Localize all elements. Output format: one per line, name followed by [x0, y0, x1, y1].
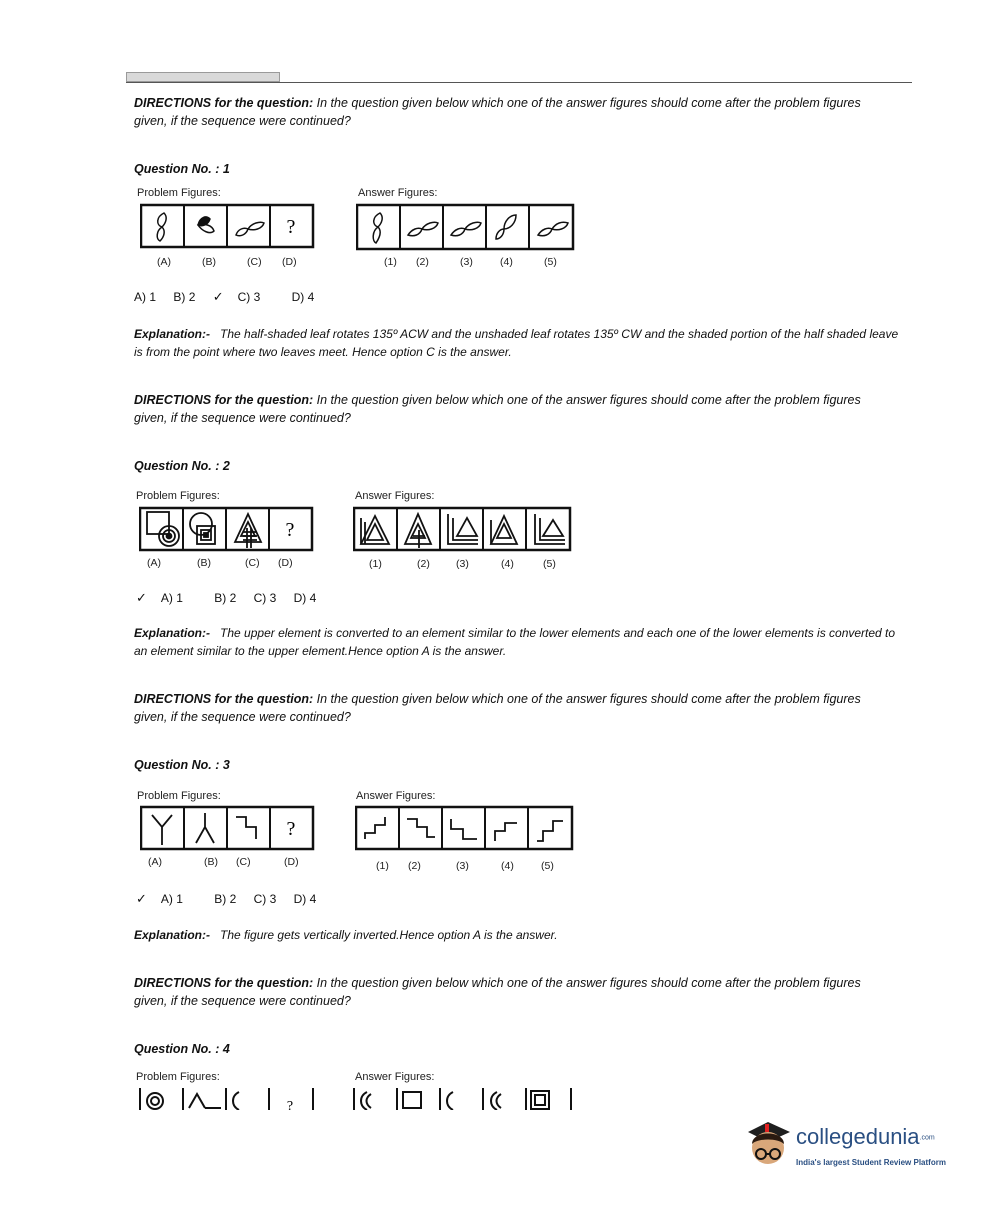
problem-letters-q3	[140, 856, 320, 870]
question-title: Question No. : 4	[134, 1042, 230, 1056]
answer-numbers-q3	[355, 860, 575, 874]
directions-1	[134, 94, 894, 130]
explanation-q3	[134, 926, 909, 944]
number-3: (3)	[460, 256, 473, 268]
directions-lead: DIRECTIONS for the question:	[134, 96, 314, 110]
number-5: (5)	[543, 558, 556, 570]
explanation-lead: Explanation:-	[134, 327, 211, 341]
letter-a: (A)	[147, 557, 161, 569]
number-1: (1)	[369, 558, 382, 570]
logo-wordmark	[796, 1124, 935, 1150]
options-q2	[136, 590, 330, 606]
directions-2	[134, 391, 894, 427]
directions-text: In the question given below which one of the answer figures should come after the problem figures given, if the sequence were continued?	[134, 393, 861, 425]
question-title: Question No. : 1	[134, 162, 230, 176]
header-bar	[126, 72, 280, 82]
option-a: A) 1	[160, 591, 183, 605]
explanation-text: The upper element is converted to an element similar to the lower elements and each one of the lower elements is converted to an element similar to the upper element.Hence option A is the answer.	[134, 626, 896, 658]
problem-figures-label: Problem Figures:	[137, 790, 221, 802]
number-4: (4)	[501, 860, 514, 872]
letter-c: (C)	[247, 256, 262, 268]
letter-a: (A)	[157, 256, 171, 268]
explanation-lead: Explanation:-	[134, 626, 211, 640]
problem-figures-q4	[139, 1086, 319, 1110]
answer-figures-label: Answer Figures:	[356, 790, 436, 802]
number-3: (3)	[456, 558, 469, 570]
problem-figures-q2	[139, 506, 315, 552]
directions-3	[134, 690, 894, 726]
letter-b: (B)	[202, 256, 216, 268]
answer-figures-label: Answer Figures:	[355, 490, 435, 502]
option-b: B) 2	[214, 892, 237, 906]
letter-b: (B)	[204, 856, 218, 868]
answer-figures-q3	[355, 805, 575, 851]
letter-d: (D)	[282, 256, 297, 268]
directions-lead: DIRECTIONS for the question:	[134, 393, 314, 407]
option-a: A) 1	[160, 892, 183, 906]
option-b: B) 2	[173, 290, 196, 304]
answer-figures-q2	[353, 506, 573, 552]
number-4: (4)	[500, 256, 513, 268]
answer-figures-label: Answer Figures:	[355, 1071, 435, 1083]
directions-text: In the question given below which one of the answer figures should come after the problem figures given, if the sequence were continued?	[134, 976, 861, 1008]
directions-text: In the question given below which one of the answer figures should come after the problem figures given, if the sequence were continued?	[134, 96, 861, 128]
answer-numbers-q2	[353, 558, 573, 572]
options-q3	[136, 891, 330, 907]
collegedunia-logo	[738, 1110, 963, 1180]
explanation-q2	[134, 624, 909, 660]
number-4: (4)	[501, 558, 514, 570]
number-1: (1)	[384, 256, 397, 268]
number-2: (2)	[417, 558, 430, 570]
letter-d: (D)	[284, 856, 299, 868]
directions-4	[134, 974, 894, 1010]
answer-numbers-q1	[356, 256, 576, 270]
letter-d: (D)	[278, 557, 293, 569]
options-q1	[134, 289, 328, 305]
problem-figures-label: Problem Figures:	[136, 490, 220, 502]
number-5: (5)	[544, 256, 557, 268]
explanation-text: The half-shaded leaf rotates 135º ACW and the unshaded leaf rotates 135º CW and the shaded portion of the half shaded leave is from the point where two leaves meet. Hence option C is the answer.	[134, 327, 899, 359]
question-mark: ?	[286, 1099, 294, 1110]
explanation-lead: Explanation:-	[134, 928, 211, 942]
question-mark: ?	[285, 519, 295, 541]
option-c: C) 3	[253, 892, 277, 906]
explanation-text: The figure gets vertically inverted.Hence option A is the answer.	[220, 928, 558, 942]
check-mark-icon: ✓	[136, 891, 147, 906]
check-mark-icon: ✓	[136, 590, 147, 605]
number-5: (5)	[541, 860, 554, 872]
option-c: C) 3	[237, 290, 261, 304]
explanation-q1	[134, 325, 909, 361]
directions-text: In the question given below which one of the answer figures should come after the problem figures given, if the sequence were continued?	[134, 692, 861, 724]
problem-figures-q3	[140, 805, 316, 851]
directions-lead: DIRECTIONS for the question:	[134, 692, 314, 706]
answer-figures-q1	[356, 203, 576, 251]
problem-letters-q2	[139, 557, 319, 571]
option-d: D) 4	[291, 290, 315, 304]
number-2: (2)	[416, 256, 429, 268]
answer-figures-q4	[353, 1086, 575, 1110]
check-mark-icon: ✓	[212, 289, 224, 304]
letter-b: (B)	[197, 557, 211, 569]
number-3: (3)	[456, 860, 469, 872]
directions-lead: DIRECTIONS for the question:	[134, 976, 314, 990]
problem-letters-q1	[140, 256, 320, 270]
header-rule	[126, 82, 912, 83]
logo-tagline: India's largest Student Review Platform	[796, 1158, 946, 1167]
problem-figures-label: Problem Figures:	[137, 187, 221, 199]
logo-name: collegedunia	[796, 1124, 920, 1149]
letter-c: (C)	[245, 557, 260, 569]
letter-a: (A)	[148, 856, 162, 868]
question-mark: ?	[286, 818, 296, 840]
mascot-icon	[738, 1110, 798, 1180]
logo-suffix: .com	[919, 1134, 935, 1142]
letter-c: (C)	[236, 856, 251, 868]
problem-figures-label: Problem Figures:	[136, 1071, 220, 1083]
number-1: (1)	[376, 860, 389, 872]
question-title: Question No. : 2	[134, 459, 230, 473]
option-c: C) 3	[253, 591, 277, 605]
answer-figures-label: Answer Figures:	[358, 187, 438, 199]
number-2: (2)	[408, 860, 421, 872]
problem-figures-q1	[140, 203, 316, 249]
question-mark: ?	[286, 216, 296, 238]
option-b: B) 2	[214, 591, 237, 605]
option-d: D) 4	[293, 892, 317, 906]
option-a: A) 1	[134, 290, 157, 304]
option-d: D) 4	[293, 591, 317, 605]
question-title: Question No. : 3	[134, 758, 230, 772]
